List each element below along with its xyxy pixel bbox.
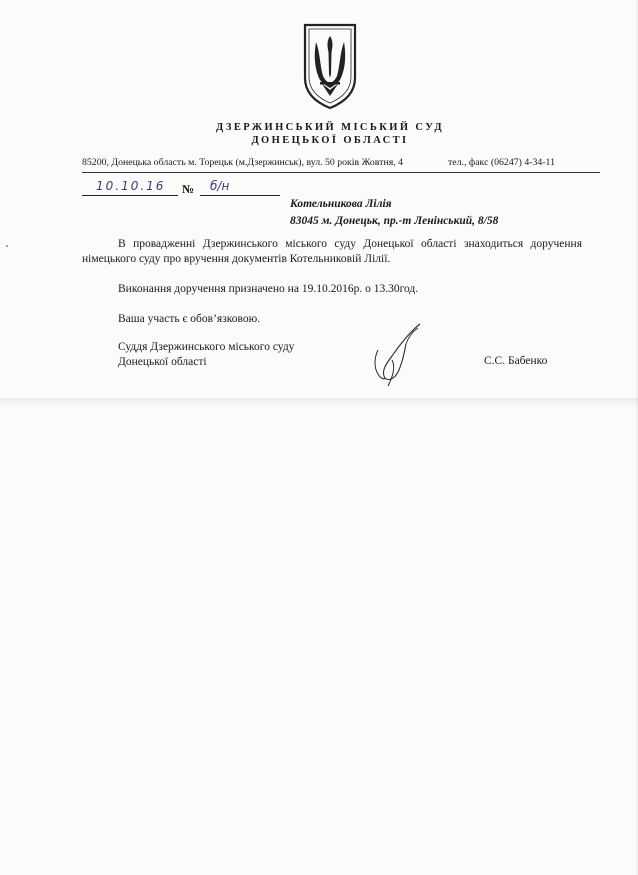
ukraine-trident-icon (302, 22, 358, 110)
handwritten-number: б/н (210, 179, 230, 193)
paper-fold (0, 398, 638, 408)
court-name-line2: ДОНЕЦЬКОЇ ОБЛАСТІ (251, 135, 409, 146)
body-paragraph-1: В провадженні Дзержинського міського суду Донецької області знаходиться доручення німецького суду про вручення документів Котельниковій Лілії. (82, 238, 582, 265)
court-address-text: 85200, Донецька область м. Торецьк (м.Дзержинськ), вул. 50 років Жовтня, 4 (82, 157, 403, 168)
court-phone: тел., факс (06247) 4-34-11 (448, 157, 555, 168)
handwritten-date: 10.10.16 (96, 179, 166, 193)
signatory-title-line1: Суддя Дзержинського міського суду (118, 341, 295, 353)
recipient-block (290, 196, 498, 230)
date-underline (82, 195, 178, 196)
court-address (82, 157, 602, 168)
signatory-title (118, 340, 294, 370)
body-paragraph-3: Ваша участь є обов’язковою. (118, 313, 261, 325)
scan-speck (6, 245, 8, 247)
signatory-title-line2: Донецької області (118, 356, 207, 368)
handwritten-signature (362, 320, 434, 390)
number-underline (200, 195, 280, 196)
number-sign: № (182, 182, 195, 196)
recipient-name: Котельникова Лілія (290, 198, 392, 210)
court-name (200, 121, 460, 147)
court-name-line1: ДЗЕРЖИНСЬКИЙ МІСЬКИЙ СУД (216, 122, 444, 133)
body-paragraph-2: Виконання доручення призначено на 19.10.2016р. о 13.30год. (118, 283, 419, 295)
signatory-name: С.С. Бабенко (484, 355, 548, 367)
recipient-address: 83045 м. Донецьк, пр.-т Ленінський, 8/58 (290, 215, 499, 227)
outgoing-reference (82, 180, 282, 200)
letter-body (82, 237, 582, 327)
header-divider (82, 172, 600, 173)
